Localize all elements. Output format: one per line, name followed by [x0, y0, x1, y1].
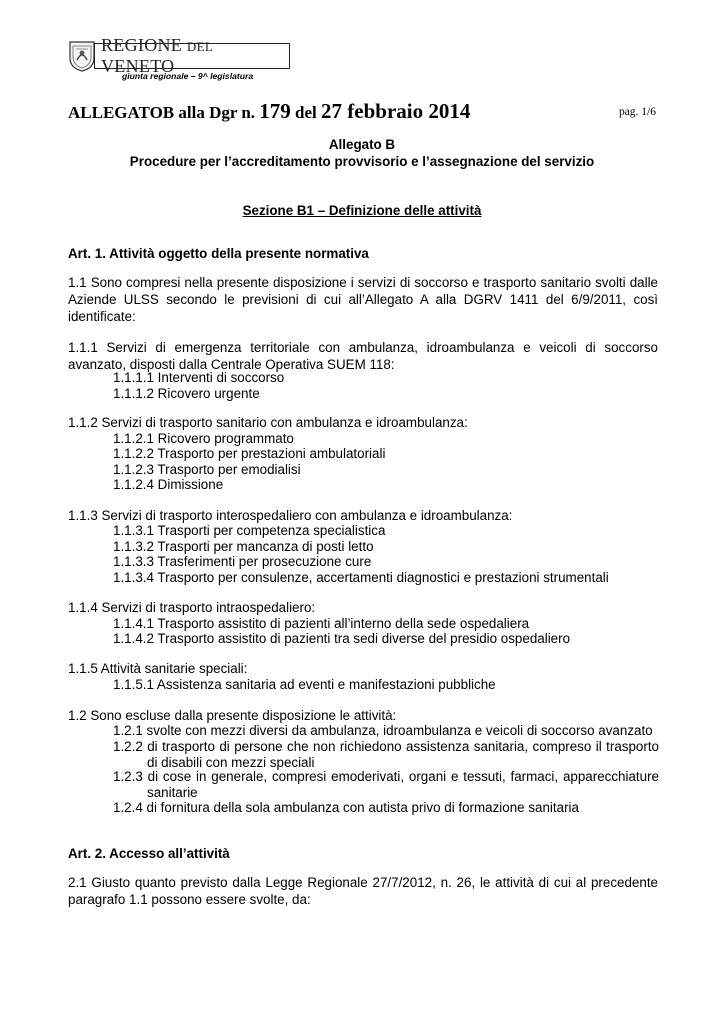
list-item: 1.1.3.3 Trasferimenti per prosecuzione cure	[113, 554, 372, 569]
list-item: 1.2.2 di trasporto di persone che non richiedono assistenza sanitaria, compreso il trasporto di disabili con mezzi speciali	[113, 739, 659, 770]
list-item: 1.1.2.3 Trasporto per emodialisi	[113, 462, 301, 477]
art1-paragraph-1-1-2: 1.1.2 Servizi di trasporto sanitario con ambulanza e idroambulanza:	[68, 415, 468, 430]
art1-heading: Art. 1. Attività oggetto della presente normativa	[68, 246, 369, 261]
art2-heading: Art. 2. Accesso all’attività	[68, 846, 230, 861]
art1-paragraph-1-1-4: 1.1.4 Servizi di trasporto intraospedaliero:	[68, 600, 316, 615]
art1-paragraph-1-1: 1.1 Sono compresi nella presente disposizione i servizi di soccorso e trasporto sanitario svolti dalle Aziende ULSS secondo le previsioni di cui all’Allegato A alla DGRV 1411 del 6/9/2011, così identificate:	[68, 275, 658, 325]
title-prefix: ALLEGATOB alla Dgr n.	[68, 103, 256, 122]
list-item: 1.1.1.2 Ricovero urgente	[113, 386, 260, 401]
art1-paragraph-1-2: 1.2 Sono escluse dalla presente disposizione le attività:	[68, 708, 397, 723]
art2-paragraph-2-1: 2.1 Giusto quanto previsto dalla Legge Regionale 27/7/2012, n. 26, le attività di cui al precedente paragrafo 1.1 possono essere svolte, da:	[68, 875, 658, 908]
list-item: 1.1.4.2 Trasporto assistito di pazienti tra sedi diverse del presidio ospedaliero	[113, 631, 571, 646]
logo-del: DEL	[186, 39, 214, 54]
list-item: 1.2.4 di fornitura della sola ambulanza con autista privo di formazione sanitaria	[113, 800, 579, 815]
regione-veneto-crest-icon	[68, 40, 96, 72]
list-item: 1.1.5.1 Assistenza sanitaria ad eventi e manifestazioni pubbliche	[113, 677, 496, 692]
logo-regione: REGIONE	[101, 35, 183, 55]
document-title	[68, 99, 470, 124]
list-item: 1.1.1.1 Interventi di soccorso	[113, 370, 285, 385]
title-del: del	[295, 103, 317, 122]
art1-paragraph-1-1-5: 1.1.5 Attività sanitarie speciali:	[68, 661, 248, 676]
art1-paragraph-1-1-3: 1.1.3 Servizi di trasporto interospedaliero con ambulanza e idroambulanza:	[68, 508, 513, 523]
list-item: 1.1.4.1 Trasporto assistito di pazienti all’interno della sede ospedaliera	[113, 616, 530, 631]
list-item: 1.1.2.2 Trasporto per prestazioni ambulatoriali	[113, 446, 386, 461]
section-heading	[68, 203, 656, 218]
list-item: 1.2.3 di cose in generale, compresi emoderivati, organi e tessuti, farmaci, apparecchiature sanitarie	[113, 769, 659, 800]
list-item: 1.1.3.2 Trasporti per mancanza di posti letto	[113, 539, 374, 554]
logo-veneto: VENETO	[101, 56, 175, 76]
header-subtitle: giunta regionale – 9^ legislatura	[122, 71, 254, 81]
art1-paragraph-1-1-1: 1.1.1 Servizi di emergenza territoriale con ambulanza, idroambulanza e veicoli di soccorso avanzato, disposti dalla Centrale Operativa SUEM 118:	[68, 340, 658, 373]
page-number: pag. 1/6	[618, 106, 656, 118]
dgr-number: 179	[259, 99, 291, 123]
section-title: Sezione B1 – Definizione delle attività	[242, 203, 482, 218]
list-item: 1.1.2.4 Dimissione	[113, 477, 224, 492]
list-item: 1.1.3.4 Trasporto per consulenze, accertamenti diagnostici e prestazioni strumentali	[113, 570, 609, 585]
list-item: 1.1.2.1 Ricovero programmato	[113, 431, 294, 446]
list-item: 1.1.3.1 Trasporti per competenza specialistica	[113, 523, 386, 538]
annex-subtitle: Procedure per l’accreditamento provvisorio e l’assegnazione del servizio	[129, 154, 595, 169]
dgr-date: 27 febbraio 2014	[321, 99, 471, 123]
annex-label: Allegato B	[328, 137, 396, 152]
list-item: 1.2.1 svolte con mezzi diversi da ambulanza, idroambulanza e veicoli di soccorso avanzato	[113, 723, 653, 738]
